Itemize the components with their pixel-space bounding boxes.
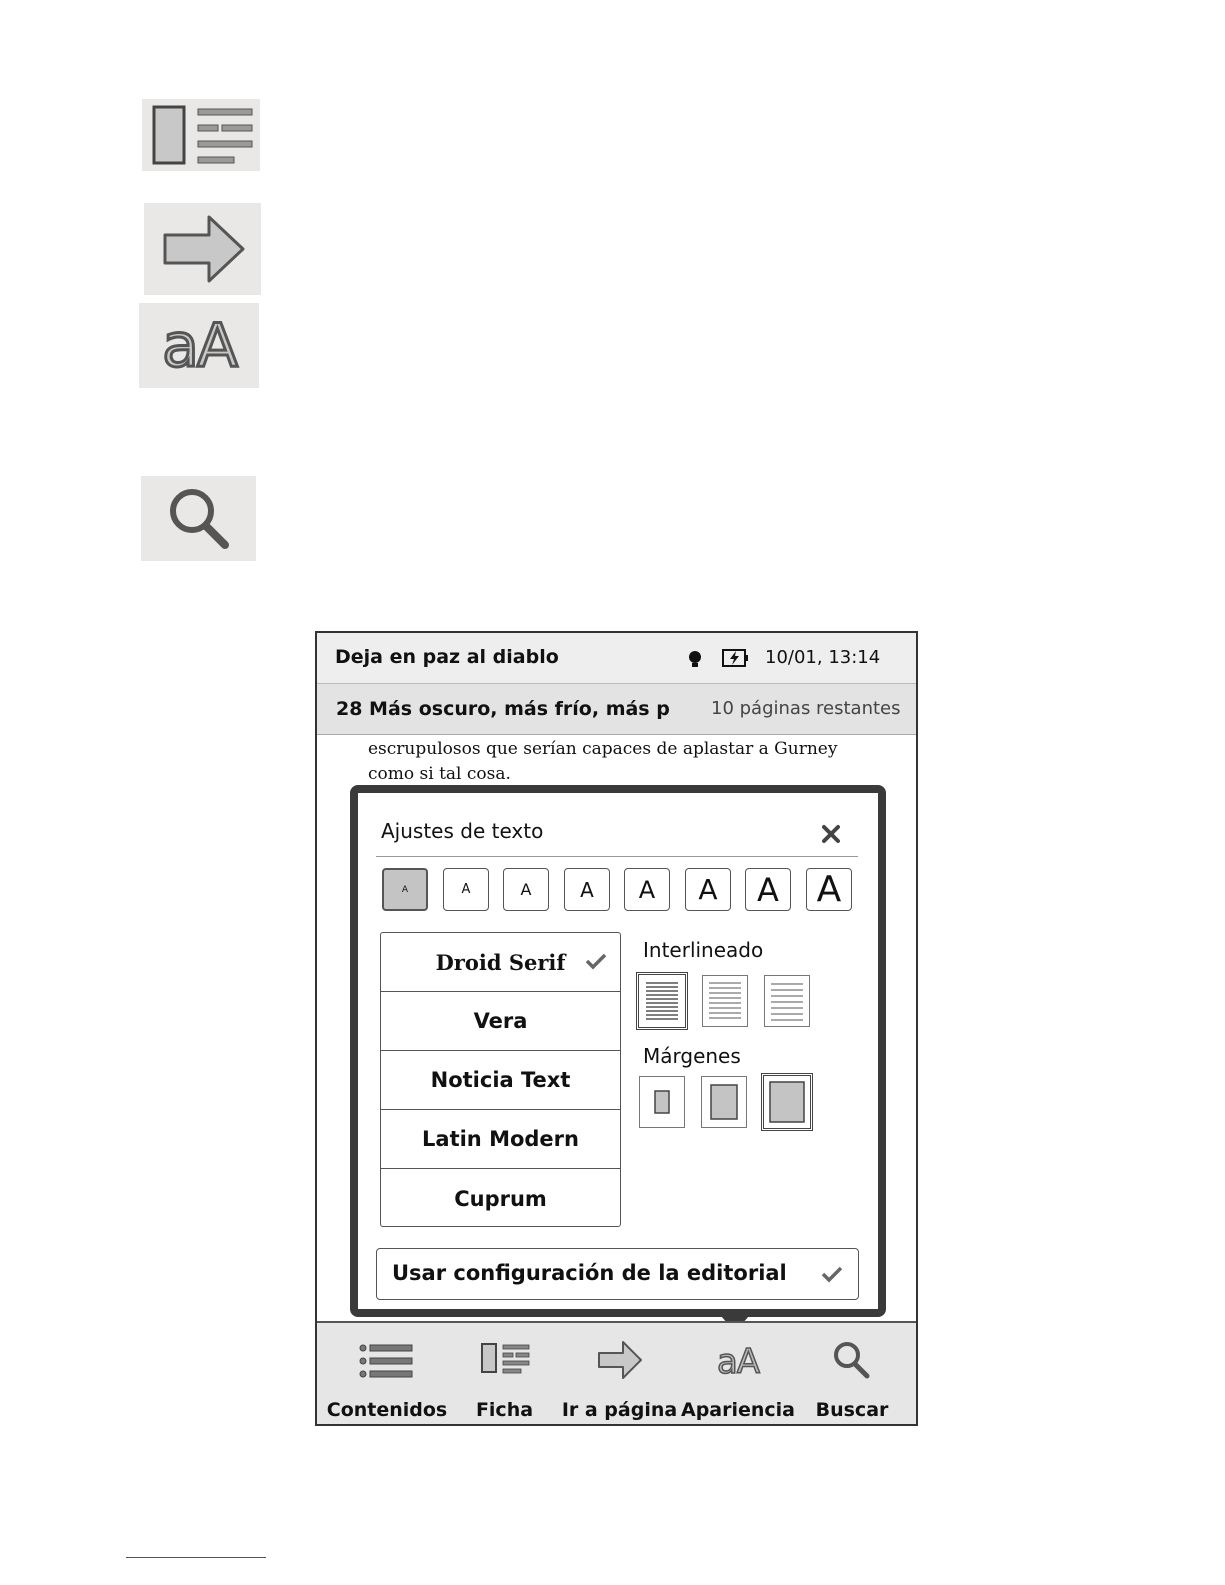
font-option-label: Noticia Text (430, 1068, 571, 1092)
margin-icon (640, 1077, 684, 1127)
font-option-droid-serif[interactable] (381, 933, 620, 992)
book-title: Deja en paz al diablo (335, 646, 559, 668)
font-option-vera[interactable] (381, 992, 620, 1051)
book-text-line: como si tal cosa. (368, 764, 511, 784)
font-option-label: Vera (473, 1009, 528, 1033)
font-option-label: Droid Serif (435, 949, 566, 975)
battery-charging-icon (722, 648, 750, 672)
line-spacing-compact[interactable] (636, 972, 688, 1030)
list-icon (322, 1341, 452, 1381)
line-spacing-icon (639, 975, 685, 1027)
toolbar-buscar[interactable] (797, 1323, 907, 1426)
toolbar-ficha[interactable] (452, 1323, 557, 1426)
font-option-label: Latin Modern (422, 1127, 579, 1151)
arrow-right-icon (557, 1339, 682, 1381)
margin-medium[interactable] (701, 1076, 747, 1128)
frontlight-icon (687, 650, 703, 674)
book-text-line: escrupulosos que serían capaces de aplastar a Gurney (368, 739, 838, 759)
font-size-button-2[interactable]: A (443, 868, 489, 911)
search-icon (797, 1337, 907, 1381)
status-bar (317, 633, 916, 684)
font-size-button-1[interactable]: A (382, 868, 428, 911)
line-spacing-normal[interactable] (702, 975, 748, 1027)
checkmark-icon (584, 951, 608, 976)
font-size-icon: aA (716, 1342, 760, 1382)
line-spacing-wide[interactable] (764, 975, 810, 1027)
margin-icon (764, 1076, 810, 1128)
footnote-rule (126, 1557, 266, 1558)
font-size-button-6[interactable]: A (685, 868, 731, 911)
line-spacing-icon (703, 976, 747, 1026)
checkmark-icon (820, 1264, 844, 1288)
bottom-toolbar (317, 1321, 916, 1426)
toolbar-label: Ficha (475, 1399, 534, 1421)
font-size-button-4[interactable]: A (564, 868, 610, 911)
toolbar-apariencia[interactable] (679, 1323, 797, 1426)
margin-large[interactable] (761, 1073, 813, 1131)
toolbar-ir-a-pagina[interactable] (557, 1323, 682, 1426)
font-size-button-7[interactable]: A (745, 868, 791, 911)
font-list (380, 932, 621, 1227)
pages-remaining: 10 páginas restantes (711, 698, 901, 719)
close-icon[interactable] (818, 821, 844, 847)
toolbar-contenidos[interactable] (322, 1323, 452, 1426)
divider (376, 856, 858, 857)
close-button[interactable] (818, 821, 844, 847)
toolbar-label: Contenidos (326, 1399, 448, 1421)
dialog-title: Ajustes de texto (381, 819, 544, 843)
margins-label: Márgenes (643, 1044, 741, 1068)
publisher-settings-label: Usar configuración de la editorial (392, 1261, 787, 1285)
font-size-button-8[interactable]: A (806, 868, 852, 911)
font-option-label: Cuprum (454, 1186, 547, 1211)
font-option-noticia-text[interactable] (381, 1051, 620, 1110)
toolbar-label: Buscar (815, 1399, 889, 1421)
margin-icon (702, 1077, 746, 1127)
ficha-icon (142, 99, 260, 171)
font-option-latin-modern[interactable] (381, 1110, 620, 1169)
chapter-bar (317, 684, 916, 735)
publisher-settings-toggle[interactable] (376, 1248, 859, 1300)
reader-screen (315, 631, 918, 1426)
text-settings-dialog (350, 785, 886, 1317)
margin-small[interactable] (639, 1076, 685, 1128)
font-size-icon: aA (139, 303, 259, 388)
toolbar-label: Apariencia (680, 1399, 796, 1421)
ficha-icon (452, 1341, 557, 1375)
font-option-cuprum[interactable] (381, 1169, 620, 1228)
datetime: 10/01, 13:14 (765, 647, 881, 668)
line-spacing-icon (765, 976, 809, 1026)
font-size-button-3[interactable]: A (503, 868, 549, 911)
font-size-button-5[interactable]: A (624, 868, 670, 911)
toolbar-label: Ir a página (561, 1399, 678, 1421)
chapter-title: 28 Más oscuro, más frío, más p (336, 698, 670, 720)
search-icon (141, 476, 256, 561)
line-spacing-label: Interlineado (643, 938, 764, 962)
arrow-right-icon (144, 203, 261, 295)
